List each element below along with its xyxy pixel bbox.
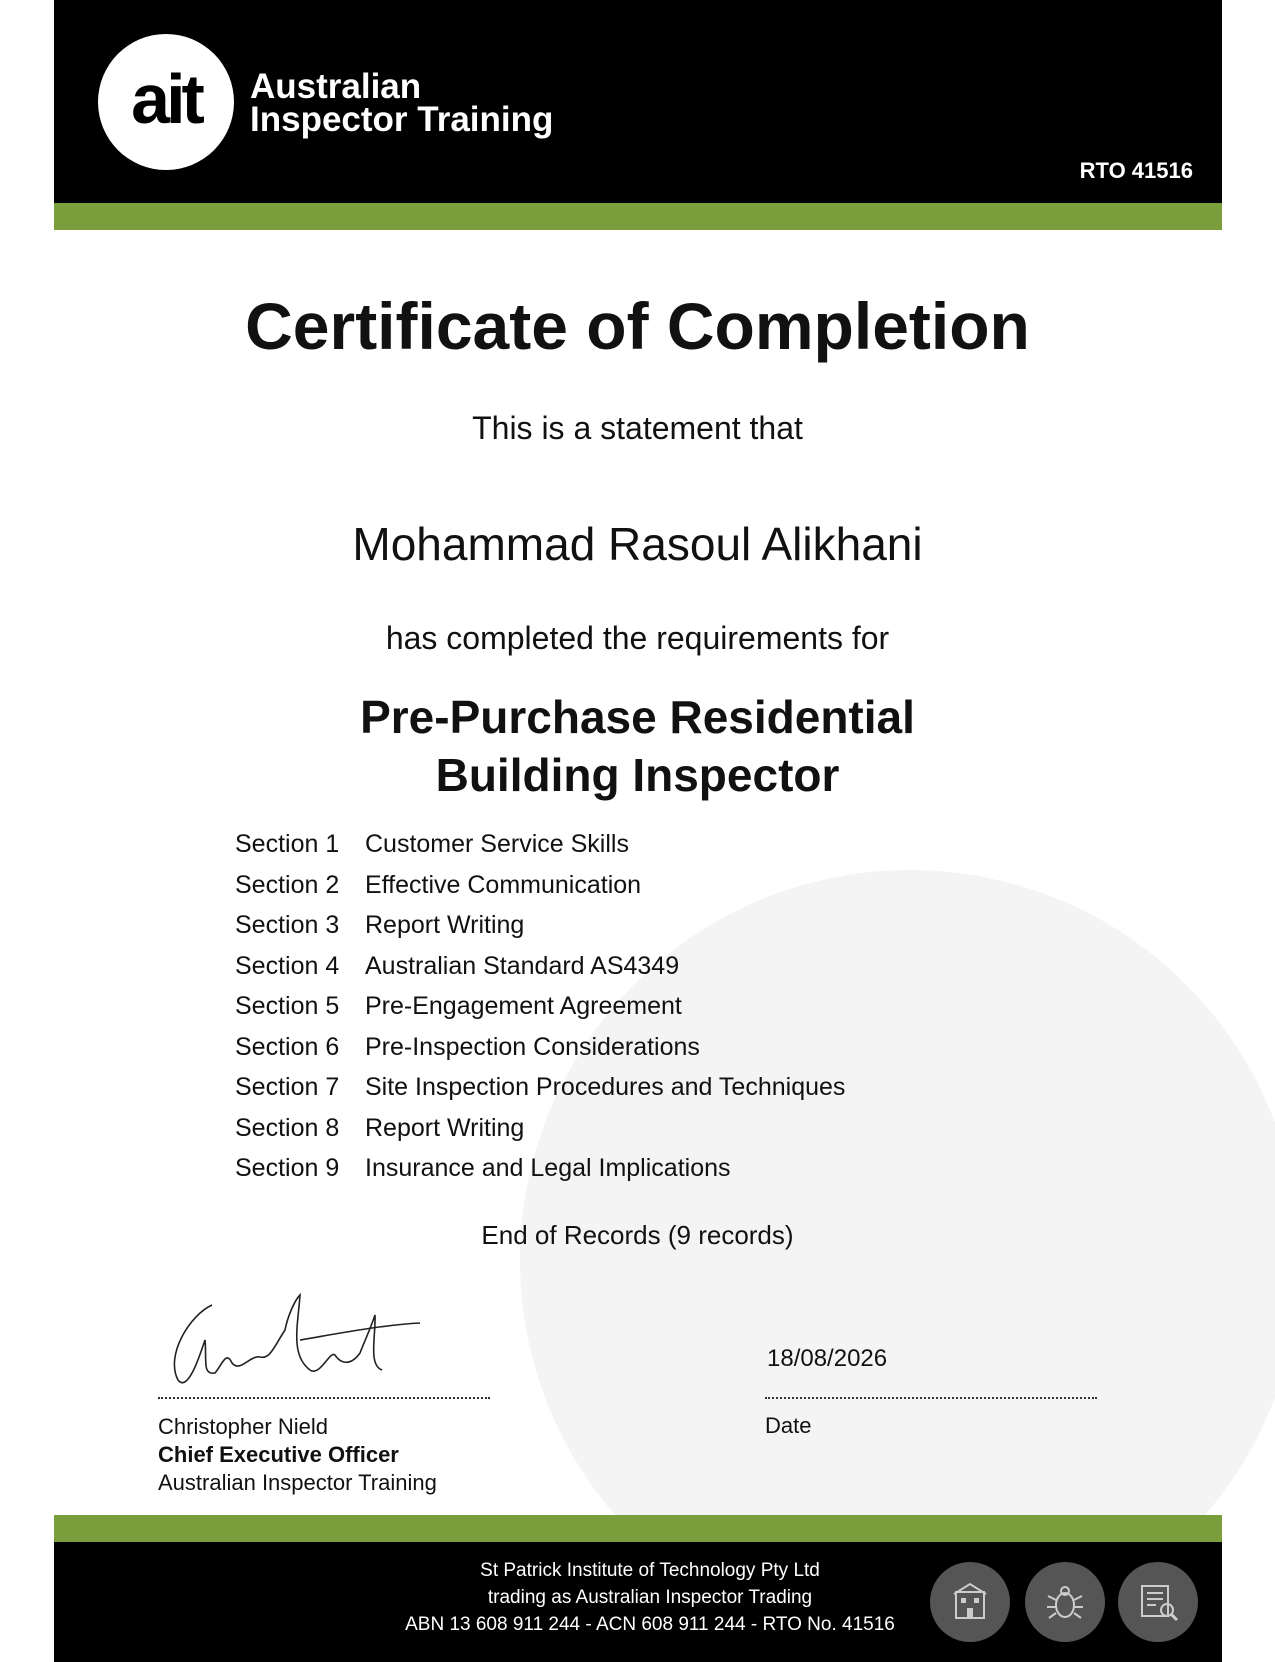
section-title: Site Inspection Procedures and Techniques: [365, 1073, 846, 1101]
brand-line-2: Inspector Training: [250, 100, 554, 139]
signature-line: [158, 1397, 490, 1399]
section-item: [235, 1033, 845, 1074]
section-item: [235, 1154, 845, 1195]
course-title-line-2: Building Inspector: [435, 749, 840, 801]
end-of-records: End of Records (9 records): [481, 1220, 794, 1250]
section-list: [235, 830, 845, 1195]
brand-name: [250, 67, 554, 139]
recipient-name: Mohammad Rasoul Alikhani: [352, 518, 923, 570]
date-line: [765, 1397, 1097, 1399]
bug-icon: [1025, 1562, 1105, 1642]
completed-text: has completed the requirements for: [385, 620, 890, 656]
section-title: Australian Standard AS4349: [365, 951, 680, 980]
section-item: [235, 911, 845, 952]
certificate-title: Certificate of Completion: [245, 289, 1030, 363]
statement-text: This is a statement that: [472, 410, 803, 446]
section-number: Section 7: [235, 1073, 340, 1101]
date-label: Date: [765, 1413, 812, 1438]
section-item: [235, 830, 845, 871]
section-item: [235, 871, 845, 912]
section-number: Section 5: [235, 992, 340, 1020]
section-title: Insurance and Legal Implications: [365, 1154, 731, 1182]
section-item: [235, 952, 845, 993]
section-number: Section 9: [235, 1154, 340, 1182]
course-title-line-1: Pre-Purchase Residential: [360, 691, 915, 743]
section-number: Section 8: [235, 1113, 340, 1142]
signatory-block: [158, 1413, 437, 1497]
footer-accent-bar: [54, 1515, 1222, 1542]
section-title: Customer Service Skills: [365, 830, 629, 858]
section-number: Section 1: [235, 830, 340, 858]
report-search-icon: [1118, 1562, 1198, 1642]
footer-line-1: St Patrick Institute of Technology Pty Ltd: [480, 1560, 820, 1581]
footer-line-3: ABN 13 608 911 244 - ACN 608 911 244 - RTO No. 41516: [405, 1614, 895, 1635]
brand-line-1: Australian: [250, 67, 422, 106]
section-title: Report Writing: [365, 1113, 525, 1142]
footer-line-2: trading as Australian Inspector Trading: [487, 1587, 813, 1608]
section-number: Section 4: [235, 951, 340, 980]
section-number: Section 2: [235, 870, 340, 899]
header-accent-bar: [54, 203, 1222, 230]
signature-image: [160, 1285, 425, 1395]
course-title: [0, 688, 1275, 804]
section-item: [235, 1073, 845, 1114]
section-title: Pre-Inspection Considerations: [365, 1032, 700, 1061]
ait-logo: [98, 34, 234, 170]
section-number: Section 6: [235, 1032, 340, 1061]
signatory-role: Chief Executive Officer: [158, 1442, 399, 1467]
section-title: Pre-Engagement Agreement: [365, 992, 682, 1020]
footer-text: [340, 1557, 960, 1638]
rto-number: RTO 41516: [1079, 158, 1193, 183]
section-title: Effective Communication: [365, 870, 642, 899]
signatory-organization: Australian Inspector Training: [158, 1470, 437, 1495]
logo-text: ait: [131, 60, 201, 138]
completion-date: 18/08/2026: [767, 1345, 888, 1372]
section-title: Report Writing: [365, 911, 525, 939]
section-item: [235, 1114, 845, 1155]
section-item: [235, 992, 845, 1033]
building-icon: [930, 1562, 1010, 1642]
section-number: Section 3: [235, 911, 340, 939]
signatory-name: Christopher Nield: [158, 1414, 328, 1439]
